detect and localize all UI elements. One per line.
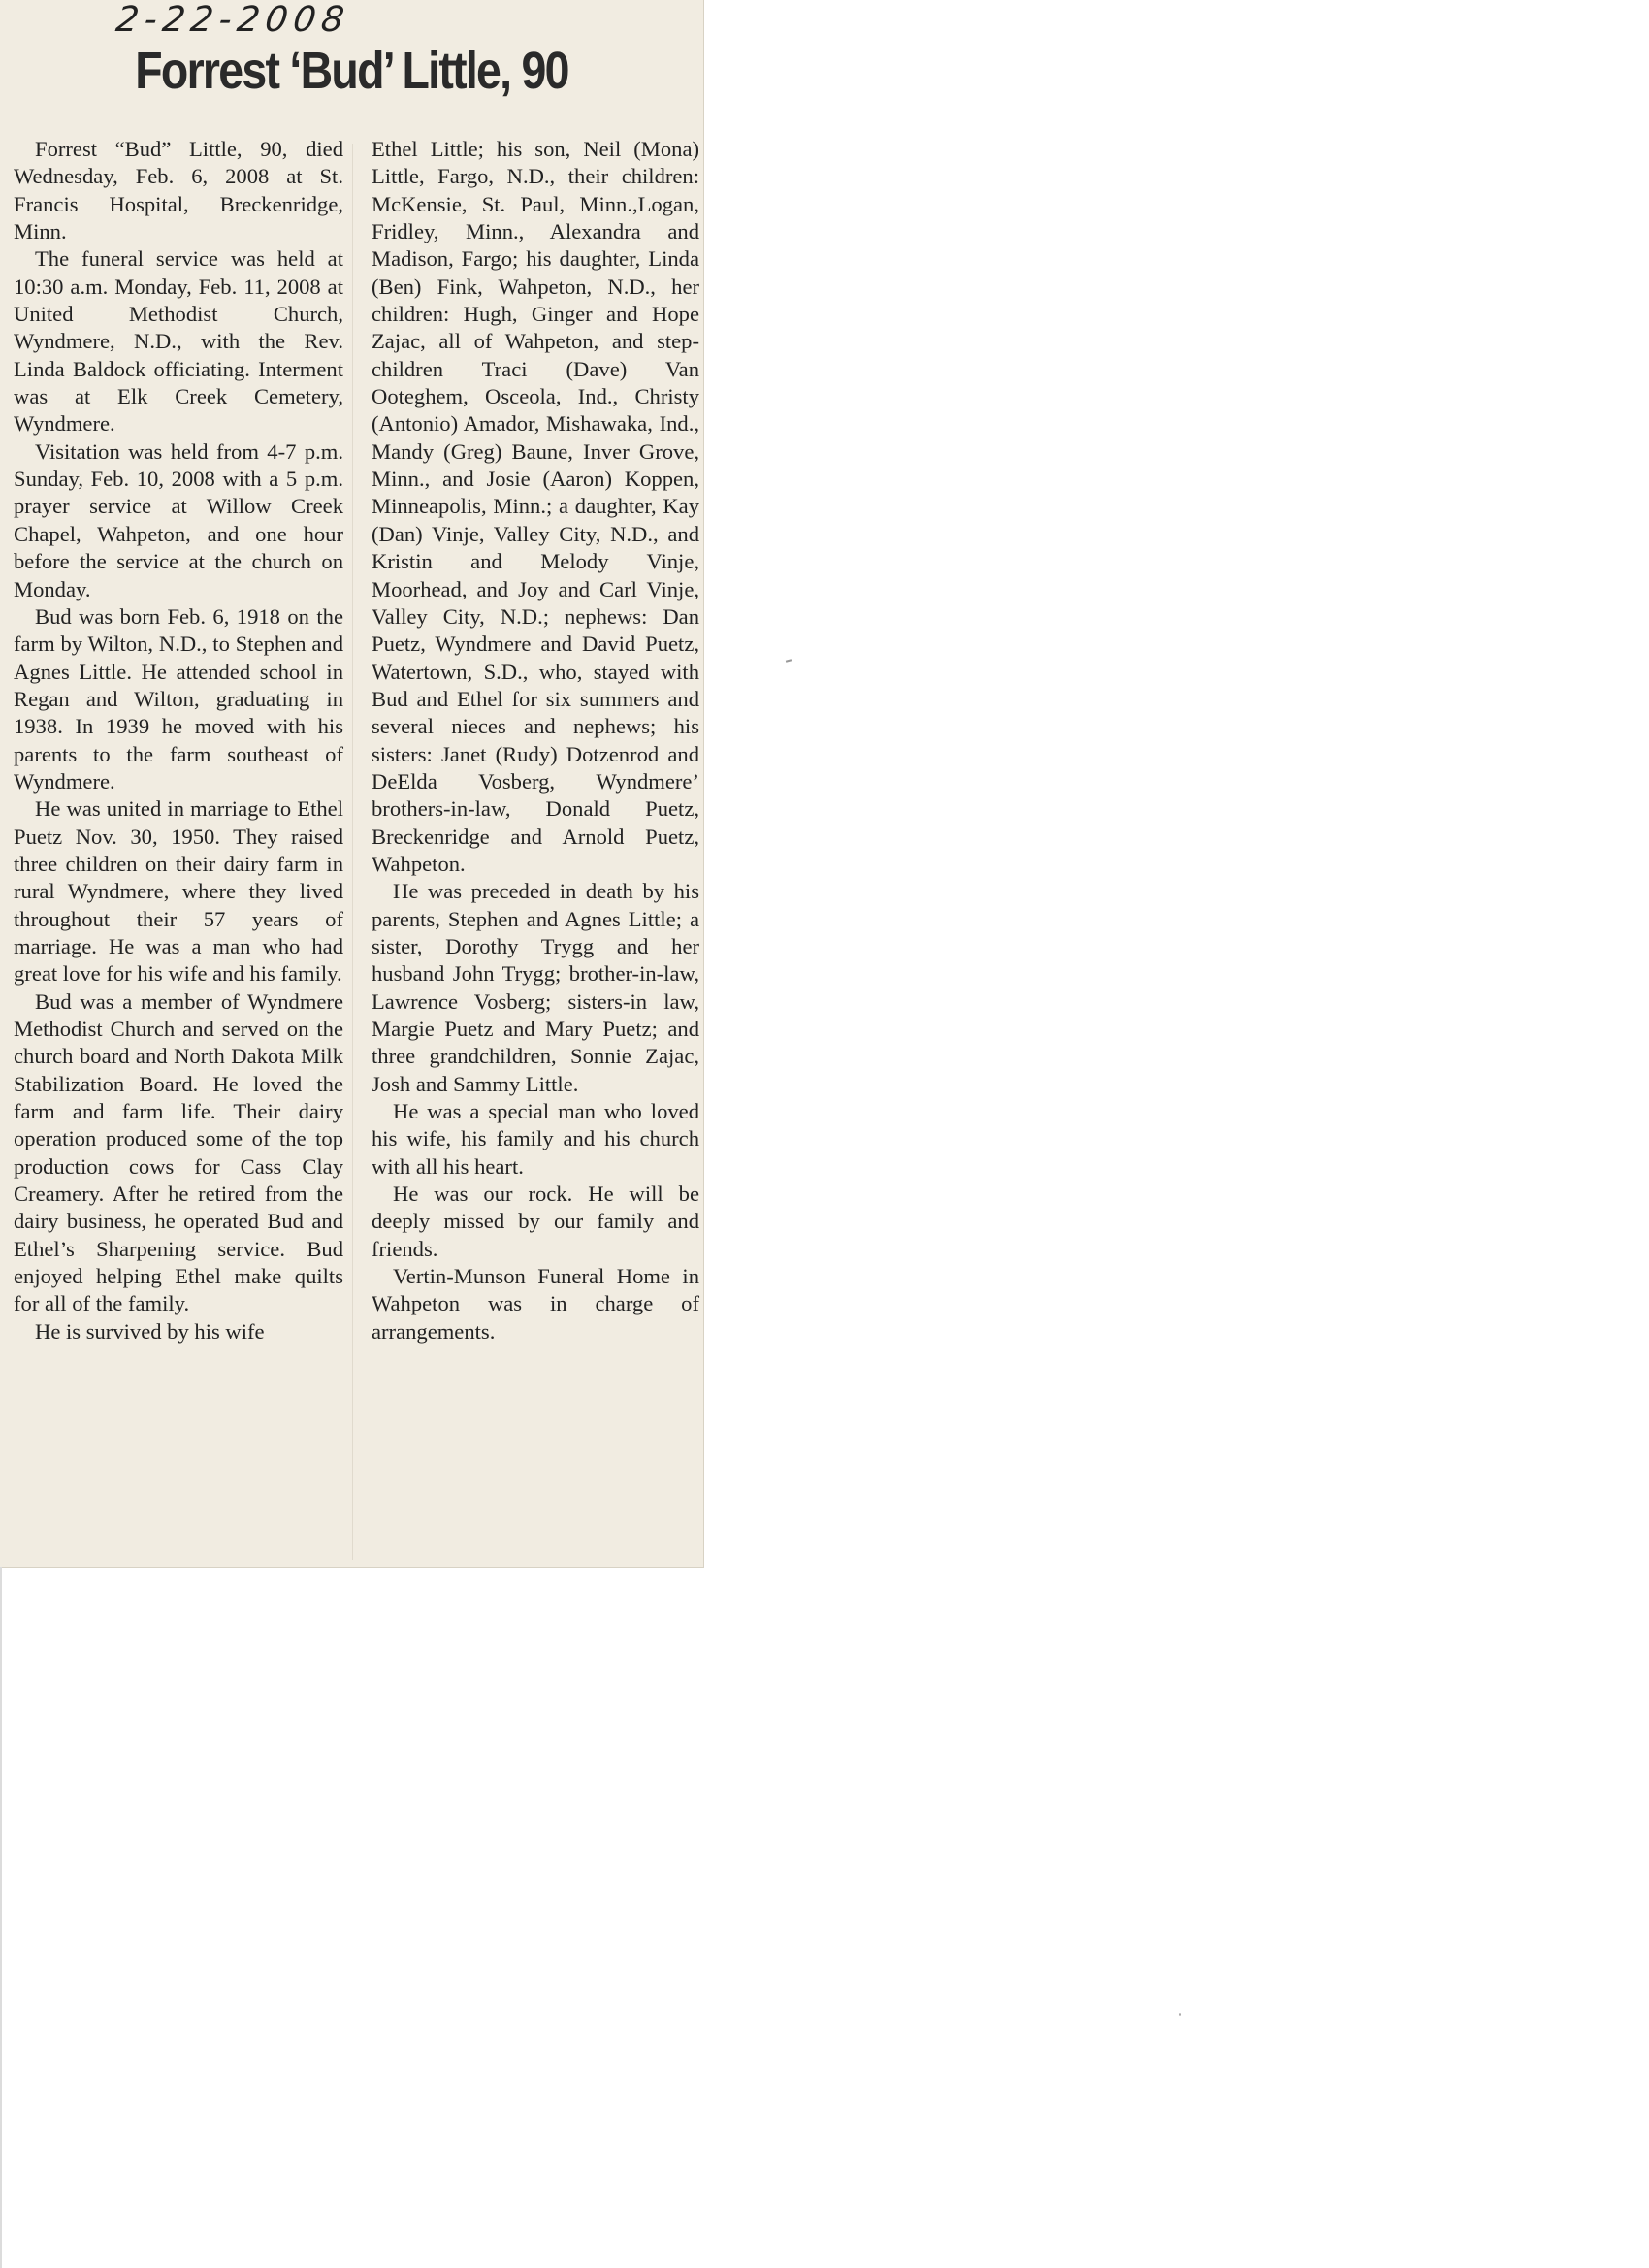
scan-speck (1179, 2013, 1181, 2016)
paragraph: Bud was a member of Wyndmere Methodist Church and served on the church board and North Dakota Milk Stabilization Board. He loved the farm and farm life. Their dairy operation produced some of the top production cows for Cass Clay Creamery. After he retired from the dairy business, he operated Bud and Ethel’s Sharpening service. Bud enjoyed helping Ethel make quilts for all of the family. (14, 988, 343, 1316)
paragraph-continued: Ethel Little; his son, Neil (Mona) Little, Fargo, N.D., their children: McKensie, St. Paul, Minn.,Logan, Fridley, Minn., Alexandra and Madison, Fargo; his daughter, Linda (Ben) Fink, Wahpeton, N.D., her children: Hugh, Ginger and Hope Zajac, all of Wahpeton, and step-children Traci (Dave) Van Ooteghem, Osceola, Ind., Christy (Antonio) Amador, Mishawaka, Ind., Mandy (Greg) Baune, Inver Grove, Minn., and Josie (Aaron) Koppen, Minneapolis, Minn.; a daughter, Kay (Dan) Vinje, Valley City, N.D., and Kristin and Melody Vinje, Moorhead, and Joy and Carl Vinje, Valley City, N.D.; nephews: Dan Puetz, Wyndmere and David Puetz, Watertown, S.D., who, stayed with Bud and Ethel for six summers and several nieces and nephews; his sisters: Janet (Rudy) Dotzenrod and DeElda Vosberg, Wyndmere’ brothers-in-law, Donald Puetz, Breckenridge and Arnold Puetz, Wahpeton. (372, 137, 699, 876)
paragraph: He was a special man who loved his wife, his family and his church with all his heart. (372, 1099, 699, 1179)
right-column (372, 136, 699, 1345)
paragraph: He was preceded in death by his parents, Stephen and Agnes Little; a sister, Dorothy Trygg and her husband John Trygg; brother-in-law, Lawrence Vosberg; sisters-in law, Margie Puetz and Mary Puetz; and three grandchildren, Sonnie Zajac, Josh and Sammy Little. (372, 879, 699, 1096)
scan-edge-line (0, 1567, 2, 2268)
paragraph: Visitation was held from 4-7 p.m. Sunday, Feb. 10, 2008 with a 5 p.m. prayer service at Willow Creek Chapel, Wahpeton, and one hour before the service at the church on Monday. (14, 438, 343, 601)
paragraph: He is survived by his wife (35, 1318, 265, 1344)
obituary-headline: Forrest ‘Bud’ Little, 90 (135, 42, 568, 100)
newspaper-clipping (0, 0, 704, 1568)
paragraph: He was our rock. He will be deeply missed by our family and friends. (372, 1182, 699, 1261)
paragraph: He was united in marriage to Ethel Puetz Nov. 30, 1950. They raised three children on their dairy farm in rural Wyndmere, where they lived throughout their 57 years of marriage. He was a man who had great love for his wife and his family. (14, 796, 343, 987)
left-column (14, 136, 343, 1345)
scan-speck (786, 659, 792, 662)
column-divider (352, 144, 353, 1560)
paragraph: Bud was born Feb. 6, 1918 on the farm by Wilton, N.D., to Stephen and Agnes Little. He attended school in Regan and Wilton, graduating in 1938. In 1939 he moved with his parents to the farm southeast of Wyndmere. (14, 603, 343, 794)
paragraph: The funeral service was held at 10:30 a.m. Monday, Feb. 11, 2008 at United Methodist Church, Wyndmere, N.D., with the Rev. Linda Baldock officiating. Interment was at Elk Creek Cemetery, Wyndmere. (14, 246, 343, 437)
paragraph: Forrest “Bud” Little, 90, died Wednesday, Feb. 6, 2008 at St. Francis Hospital, Breckenridge, Minn. (14, 137, 343, 244)
paragraph: Vertin-Munson Funeral Home in Wahpeton was in charge of arrangements. (372, 1264, 699, 1344)
handwritten-date: 2-22-2008 (113, 0, 353, 40)
